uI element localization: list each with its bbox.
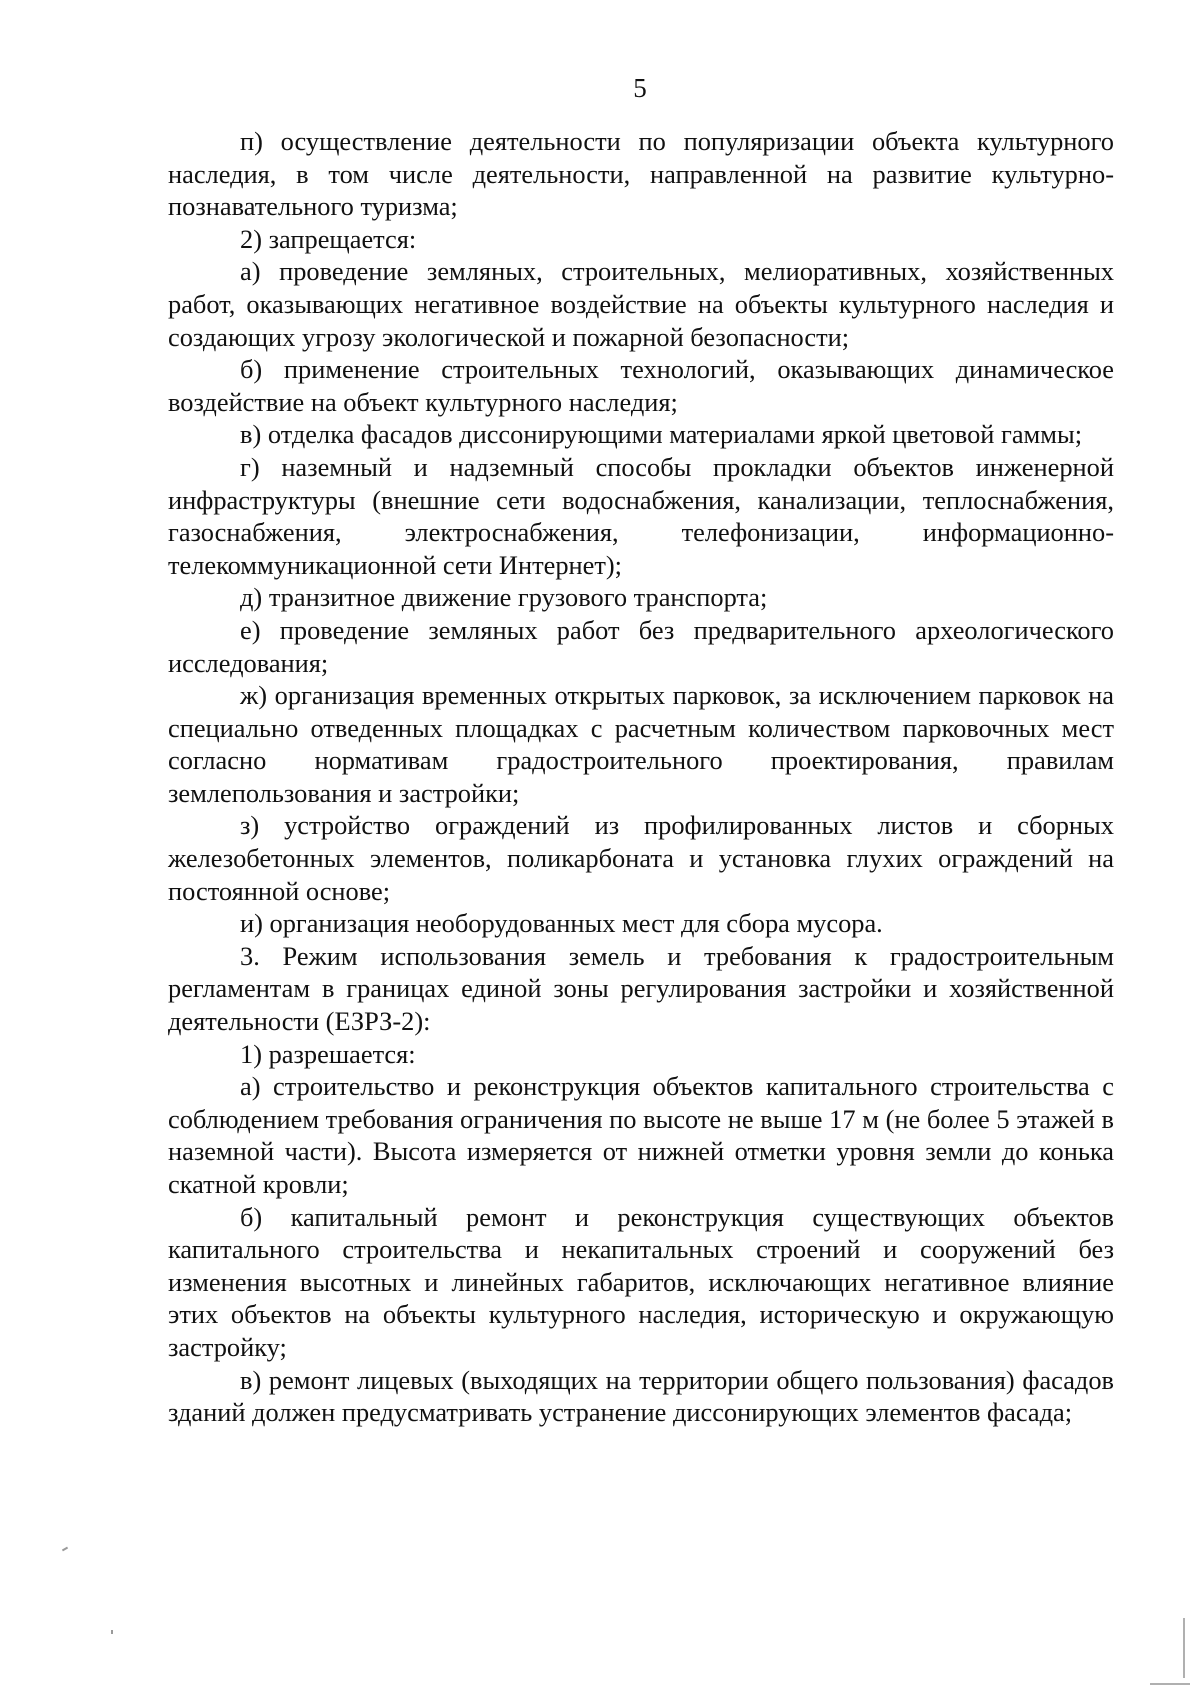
document-body [168, 125, 1114, 1429]
scan-artifact [1150, 1683, 1190, 1685]
paragraph: п) осуществление деятельности по популяризации объекта культурного наследия, в том числе деятельности, направленной на развитие культурно-познавательного туризма; [168, 126, 1114, 222]
paragraph: д) транзитное движение грузового транспорта; [240, 582, 768, 613]
paragraph: б) капитальный ремонт и реконструкция существующих объектов капитального строительства и некапитальных строений и сооружений без изменения высотных и линейных габаритов, исключающих негативное влияние этих объектов на объекты культурного наследия, историческую и окружающую застройку; [168, 1201, 1114, 1362]
paragraph: а) проведение земляных, строительных, мелиоративных, хозяйственных работ, оказывающих негативное воздействие на объекты культурного наследия и создающих угрозу экологической и пожарной безопасности; [168, 256, 1114, 352]
paragraph: 2) запрещается: [240, 223, 417, 254]
scan-artifact [62, 1547, 68, 1552]
paragraph: е) проведение земляных работ без предварительного археологического исследования; [168, 614, 1114, 678]
paragraph: в) ремонт лицевых (выходящих на территории общего пользования) фасадов зданий должен предусматривать устранение диссонирующих элементов фасада; [168, 1364, 1114, 1428]
paragraph: з) устройство ограждений из профилированных листов и сборных железобетонных элементов, поликарбоната и установка глухих ограждений на постоянной основе; [168, 810, 1114, 906]
paragraph: г) наземный и надземный способы прокладки объектов инженерной инфраструктуры (внешние сети водоснабжения, канализации, теплоснабжения, газоснабжения, электроснабжения, телефонизации, информационно-телекоммуникационной сети Интернет); [168, 451, 1114, 580]
paragraph: 1) разрешается: [240, 1038, 416, 1069]
paragraph: и) организация необорудованных мест для сбора мусора. [240, 908, 883, 939]
paragraph: в) отделка фасадов диссонирующими материалами яркой цветовой гаммы; [240, 419, 1083, 450]
paragraph: а) строительство и реконструкция объектов капитального строительства с соблюдением требования ограничения по высоте не выше 17 м (не более 5 этажей в наземной части). Высота измеряется от нижней отметки уровня земли до конька скатной кровли; [168, 1071, 1114, 1199]
paragraph: ж) организация временных открытых парковок, за исключением парковок на специально отведенных площадках с расчетным количеством парковочных мест согласно нормативам градостроительного проектирования, правилам землепользования и застройки; [168, 680, 1114, 808]
scan-artifact [1183, 1618, 1185, 1678]
scan-artifact [111, 1630, 113, 1634]
page-number: 5 [633, 73, 647, 103]
paragraph: б) применение строительных технологий, оказывающих динамическое воздействие на объект культурного наследия; [168, 354, 1114, 417]
paragraph: 3. Режим использования земель и требования к градостроительным регламентам в границах единой зоны регулирования застройки и хозяйственной деятельности (ЕЗРЗ-2): [168, 940, 1114, 1037]
